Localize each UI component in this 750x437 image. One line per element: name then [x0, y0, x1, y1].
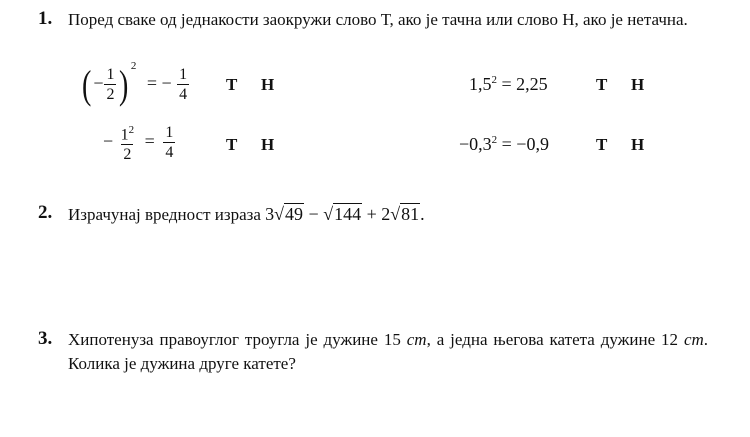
- eq4-true-option[interactable]: Т: [596, 135, 608, 154]
- eq3-true-option[interactable]: Т: [226, 135, 238, 154]
- eq2-false-option[interactable]: Н: [631, 75, 645, 94]
- eq4-false-option[interactable]: Н: [631, 135, 645, 154]
- question-2-number: 2.: [38, 202, 53, 223]
- radical-expression: 3√49 − √144 + 2√81.: [265, 204, 425, 224]
- eq3-false-option[interactable]: Н: [261, 135, 275, 154]
- question-1-text: Поред сваке од једнакости заокружи слово Т, ако је тачна или слово Н, ако је нетачна.: [68, 10, 688, 29]
- question-2-text: Израчунај вредност израза 3√49 − √144 + 2√81.: [68, 204, 425, 224]
- eq1-true-option[interactable]: Т: [226, 75, 238, 94]
- equation-2: $1,5^2 = 2,25$: [469, 74, 548, 94]
- equation-1: ( − $\frac{1}{2}$ ) $^2$ = − $\frac{1}{4}$: [81, 60, 188, 107]
- eq1-false-option[interactable]: Н: [261, 75, 275, 94]
- equation-4: $-0,3^2 = -0,9$: [459, 134, 549, 154]
- equation-3: − $\frac{1^2}{2}$ = $\frac{1}{4}$: [103, 124, 174, 164]
- question-3-number: 3.: [38, 328, 53, 349]
- question-1-number: 1.: [38, 8, 53, 29]
- eq2-true-option[interactable]: Т: [596, 75, 608, 94]
- question-3-text: Хипотенуза правоуглог троугла је дужине 15 cm, а једна његова катета дужине 12 cm. Колика је дужина друге катете?: [68, 330, 709, 373]
